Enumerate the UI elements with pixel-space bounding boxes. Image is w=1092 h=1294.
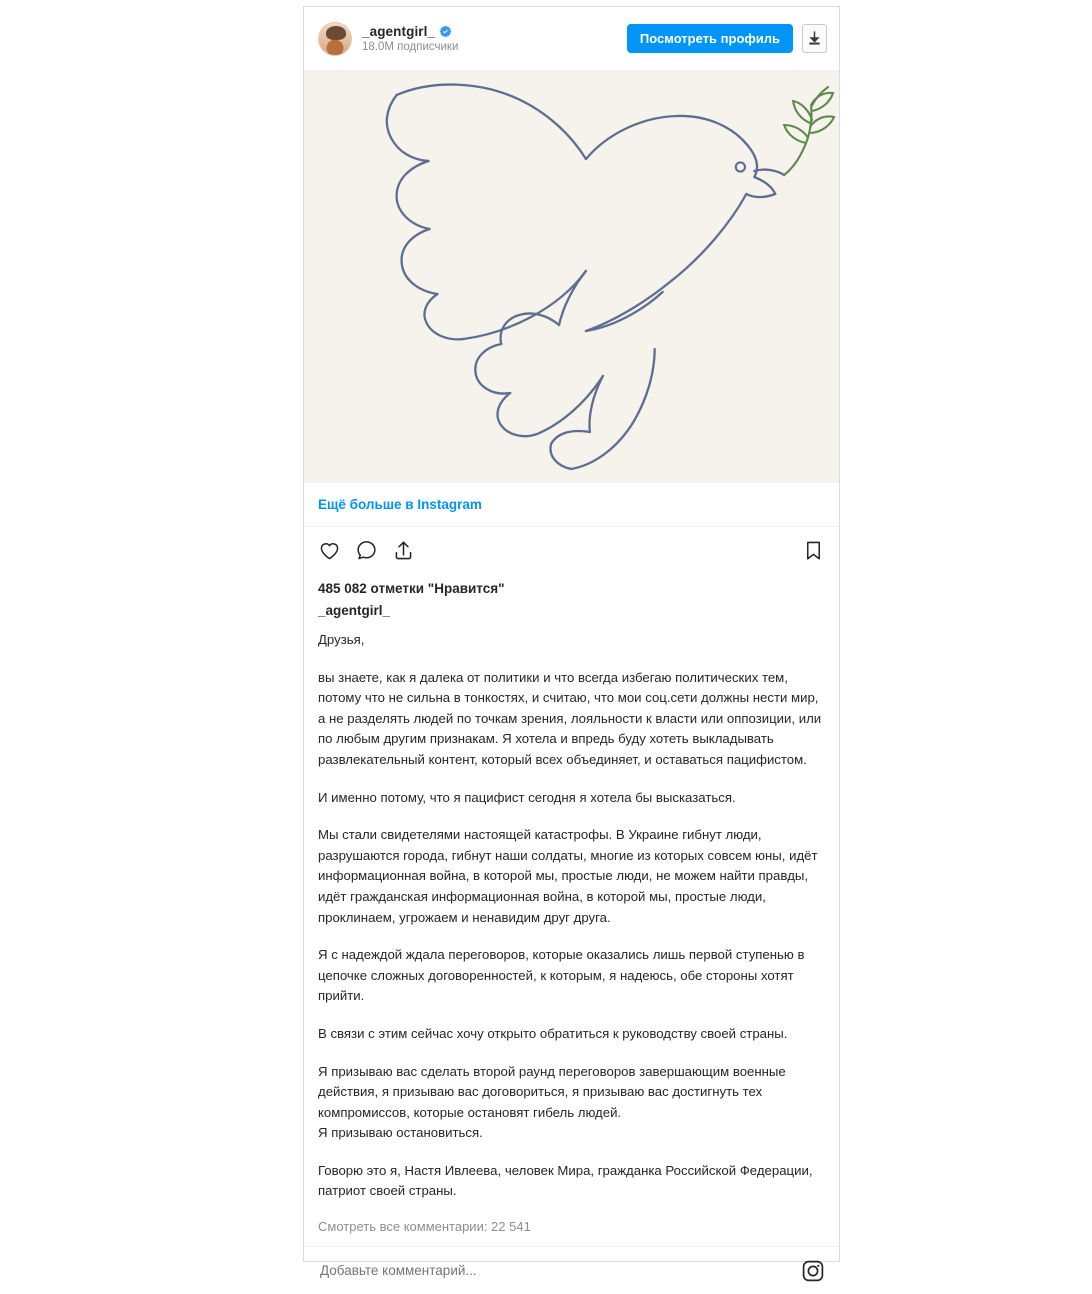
share-icon[interactable] <box>392 539 415 567</box>
action-icons-left <box>318 539 415 567</box>
caption-paragraph: Я призываю остановиться. <box>318 1125 483 1141</box>
bookmark-icon[interactable] <box>802 539 825 567</box>
view-all-comments-link[interactable]: Смотреть все комментарии: 22 541 <box>318 1219 531 1235</box>
download-arrow-icon[interactable] <box>802 24 827 53</box>
caption-paragraph: Друзья, <box>318 632 365 647</box>
caption-paragraph: Я с надеждой ждала переговоров, которые оказались лишь первой ступенью в цепочке сложных договоренностей, к которым, я надеюсь, обе стороны хотят прийти. <box>318 947 805 1004</box>
comment-icon[interactable] <box>355 539 378 567</box>
username-row <box>362 24 627 39</box>
caption-paragraph: И именно потому, что я пацифист сегодня я хотела бы высказаться. <box>318 789 736 805</box>
heart-icon[interactable] <box>318 539 341 567</box>
header-text-block <box>362 24 627 53</box>
view-profile-button[interactable]: Посмотреть профиль <box>627 24 793 53</box>
instagram-logo-icon[interactable] <box>801 1259 825 1283</box>
post-header <box>304 7 839 71</box>
instagram-post-embed <box>303 6 840 1262</box>
caption-paragraph: Мы стали свидетелями настоящей катастрофы. В Украине гибнут люди, разрушаются города, гибнут наши солдаты, многие из которых совсем юны, идёт информационная война, в которой мы, простые люди, не можем найти правды, идёт гражданская информационная война, в которой мы, простые люди, проклинаем, угрожаем и ненавидим друг друга. <box>318 827 818 925</box>
more-on-instagram-link[interactable]: Ещё больше в Instagram <box>318 497 482 512</box>
follower-count: 18.0M подписчики <box>362 41 459 53</box>
post-image[interactable] <box>304 71 839 483</box>
like-count: 485 082 отметки "Нравится" <box>318 581 505 596</box>
caption-author[interactable]: _agentgirl_ <box>318 603 391 618</box>
caption-paragraph: Говорю это я, Настя Ивлеева, человек Мира, гражданка Российской Федерации, патриот своей страны. <box>318 1162 813 1199</box>
account-username[interactable]: _agentgirl_ <box>362 24 436 39</box>
post-body <box>304 571 839 1246</box>
post-actions <box>304 527 839 571</box>
more-on-instagram-row <box>304 483 839 527</box>
post-footer <box>304 1246 839 1294</box>
add-comment-input[interactable] <box>318 1262 801 1279</box>
avatar[interactable] <box>318 22 352 56</box>
caption-paragraph: вы знаете, как я далека от политики и что всегда избегаю политических тем, потому что не сильна в тонкостях, и считаю, что мои соц.сети должны нести мир, а не разделять людей по точкам зрения, лояльности к власти или оппозиции, или по любым другим признакам. Я хотела и впредь буду хотеть выкладывать развлекательный контент, который всех объединяет, и оставаться пацифистом. <box>318 669 822 767</box>
verified-badge-icon <box>439 25 452 38</box>
caption-paragraph: В связи с этим сейчас хочу открыто обратиться к руководству своей страны. <box>318 1025 788 1041</box>
caption-paragraph: Я призываю вас сделать второй раунд переговоров завершающим военные действия, я призываю вас договориться, я призываю вас достигнуть тех компромиссов, которые остановят гибель людей. <box>318 1063 786 1120</box>
